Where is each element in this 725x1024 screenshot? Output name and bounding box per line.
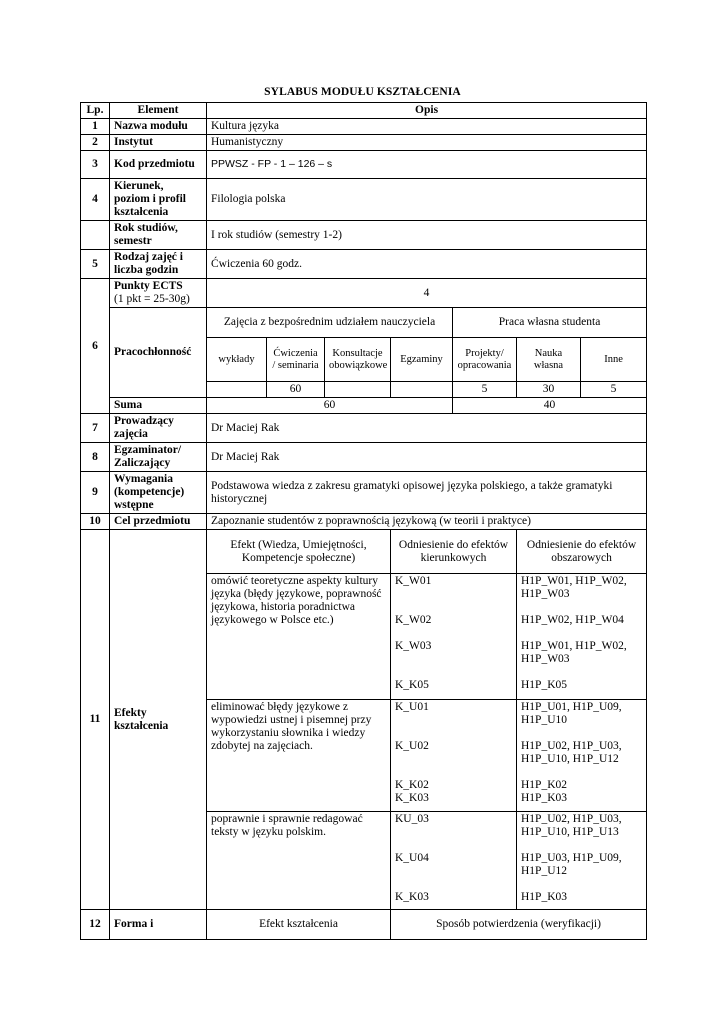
header-lp: Lp. — [81, 103, 110, 119]
val-wyklady — [207, 382, 267, 398]
col-projekty: Projekty/ opracowania — [453, 338, 517, 382]
col-inne: Inne — [581, 338, 647, 382]
row-value: I rok studiów (semestry 1-2) — [207, 221, 647, 250]
effect-area: H1P_U01, H1P_U09, H1P_U10 H1P_U02, H1P_U03, H1P_U10, H1P_U12 H1P_K02 H1P_K03 — [517, 700, 647, 812]
row-6-groups — [81, 308, 647, 338]
row-6-ects — [81, 279, 647, 308]
val-cwiczenia: 60 — [267, 382, 325, 398]
form-col-verification: Sposób potwierdzenia (weryfikacji) — [391, 910, 647, 940]
own-work-label: Praca własna studenta — [453, 308, 647, 338]
effect-text: poprawnie i sprawnie redagować teksty w języku polskim. — [207, 812, 391, 910]
col-wyklady: wykłady — [207, 338, 267, 382]
row-number: 11 — [81, 530, 110, 910]
col-egzaminy: Egzaminy — [391, 338, 453, 382]
row-label: Forma i — [110, 910, 207, 940]
col-cwiczenia: Ćwiczenia / seminaria — [267, 338, 325, 382]
workload-label: Pracochłonność — [110, 308, 207, 398]
row-value: Zapoznanie studentów z poprawnością językową (w teorii i praktyce) — [207, 514, 647, 530]
row-number: 4 — [81, 179, 110, 221]
row-number: 6 — [81, 279, 110, 414]
header-row — [81, 103, 647, 119]
row-2 — [81, 135, 647, 151]
row-value: Podstawowa wiedza z zakresu gramatyki opisowej języka polskiego, a także gramatyki historycznej — [207, 472, 647, 514]
col-konsultacje: Konsultacje obowiązkowe — [325, 338, 391, 382]
row-1 — [81, 119, 647, 135]
row-4 — [81, 179, 647, 221]
sum-label: Suma — [110, 398, 207, 414]
header-opis: Opis — [207, 103, 647, 119]
row-12 — [81, 910, 647, 940]
effect-text: omówić teoretyczne aspekty kultury języka (błędy językowe, poprawność językowa, historia poradnictwa językowego w Polsce etc.) — [207, 574, 391, 700]
effect-dir: K_W01 K_W02 K_W03 K_K05 — [391, 574, 517, 700]
row-label: Kod przedmiotu — [110, 151, 207, 179]
row-8 — [81, 443, 647, 472]
row-value: Dr Maciej Rak — [207, 443, 647, 472]
direct-hours-label: Zajęcia z bezpośrednim udziałem nauczyciela — [207, 308, 453, 338]
val-konsultacje — [325, 382, 391, 398]
row-6-sum — [81, 398, 647, 414]
effects-head-area: Odniesienie do efektów obszarowych — [517, 530, 647, 574]
row-label: Prowadzący zajęcia — [110, 414, 207, 443]
row-label: Nazwa modułu — [110, 119, 207, 135]
row-label: Rok studiów, semestr — [110, 221, 207, 250]
row-number: 2 — [81, 135, 110, 151]
ects-label-cell — [110, 279, 207, 308]
effects-head-dir: Odniesienie do efektów kierunkowych — [391, 530, 517, 574]
effect-dir: KU_03 K_U04 K_K03 — [391, 812, 517, 910]
effects-head-effect: Efekt (Wiedza, Umiejętności, Kompetencje społeczne) — [207, 530, 391, 574]
ects-value: 4 — [207, 279, 647, 308]
val-egzaminy — [391, 382, 453, 398]
row-number: 7 — [81, 414, 110, 443]
row-label: Cel przedmiotu — [110, 514, 207, 530]
row-value: Ćwiczenia 60 godz. — [207, 250, 647, 279]
row-number: 3 — [81, 151, 110, 179]
val-nauka: 30 — [517, 382, 581, 398]
row-value: Filologia polska — [207, 179, 647, 221]
row-11-header — [81, 530, 647, 574]
ects-sub: (1 pkt = 25-30g) — [114, 293, 190, 305]
row-number: 1 — [81, 119, 110, 135]
val-projekty: 5 — [453, 382, 517, 398]
effect-area: H1P_W01, H1P_W02, H1P_W03 H1P_W02, H1P_W04 H1P_W01, H1P_W02, H1P_W03 H1P_K05 — [517, 574, 647, 700]
row-3 — [81, 151, 647, 179]
row-number: 8 — [81, 443, 110, 472]
row-5 — [81, 250, 647, 279]
effect-dir: K_U01 K_U02 K_K02 K_K03 — [391, 700, 517, 812]
row-label: Egzaminator/ Zaliczający — [110, 443, 207, 472]
row-value: Dr Maciej Rak — [207, 414, 647, 443]
row-4b — [81, 221, 647, 250]
effect-text: eliminować błędy językowe z wypowiedzi ustnej i pisemnej przy wykorzystaniu słownika i wiedzy zdobytej na zajęciach. — [207, 700, 391, 812]
sum-direct: 60 — [207, 398, 453, 414]
header-element: Element — [110, 103, 207, 119]
row-label: Rodzaj zajęć i liczba godzin — [110, 250, 207, 279]
row-label: Kierunek, poziom i profil kształcenia — [110, 179, 207, 221]
row-label: Efekty kształcenia — [110, 530, 207, 910]
syllabus-table — [80, 102, 647, 940]
row-number: 9 — [81, 472, 110, 514]
row-value: Kultura języka — [207, 119, 647, 135]
val-inne: 5 — [581, 382, 647, 398]
row-label: Instytut — [110, 135, 207, 151]
ects-label: Punkty ECTS — [114, 280, 183, 292]
row-7 — [81, 414, 647, 443]
sum-own: 40 — [453, 398, 647, 414]
row-number-empty — [81, 221, 110, 250]
row-10 — [81, 514, 647, 530]
row-number: 10 — [81, 514, 110, 530]
row-value: Humanistyczny — [207, 135, 647, 151]
col-nauka: Nauka własna — [517, 338, 581, 382]
row-label: Wymagania (kompetencje) wstępne — [110, 472, 207, 514]
row-number: 5 — [81, 250, 110, 279]
effect-area: H1P_U02, H1P_U03, H1P_U10, H1P_U13 H1P_U03, H1P_U09, H1P_U12 H1P_K03 — [517, 812, 647, 910]
document-title: SYLABUS MODUŁU KSZTAŁCENIA — [264, 86, 461, 98]
form-col-effect: Efekt kształcenia — [207, 910, 391, 940]
row-value: PPWSZ - FP - 1 – 126 – s — [207, 151, 647, 179]
row-9 — [81, 472, 647, 514]
row-number: 12 — [81, 910, 110, 940]
